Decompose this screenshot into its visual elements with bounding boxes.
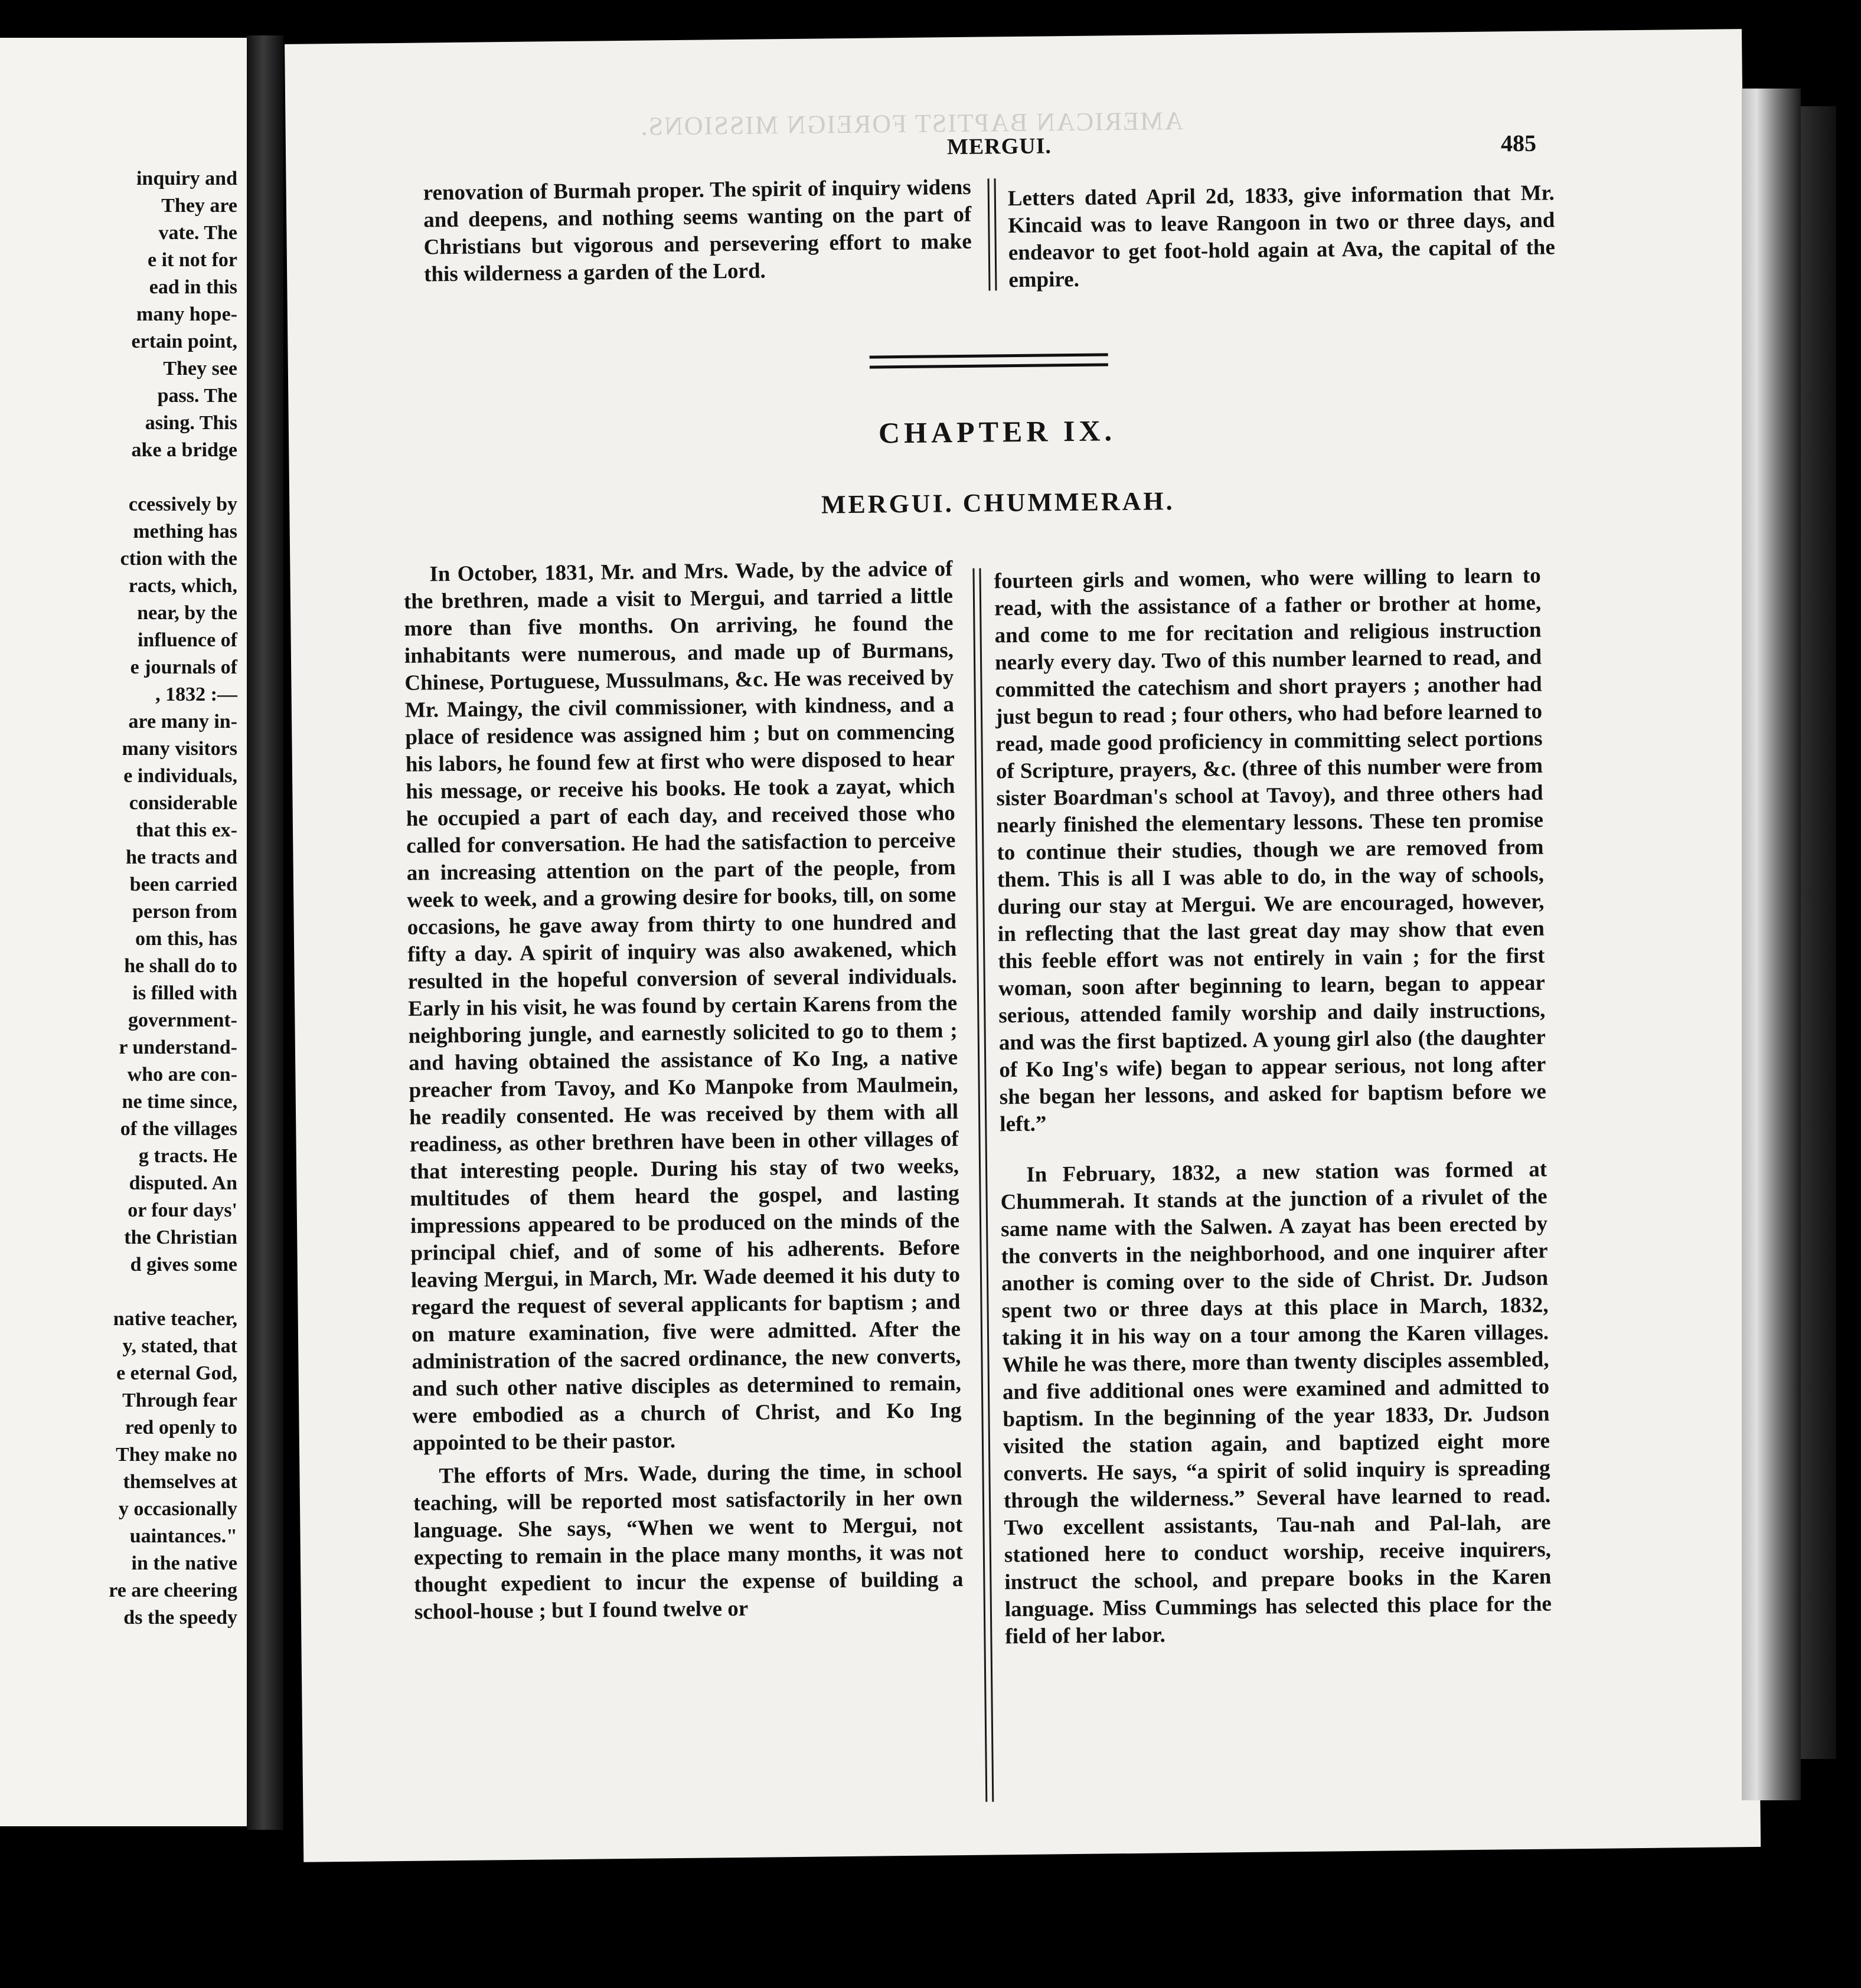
facing-page-line [0,1279,242,1306]
body-right-paragraph-1: fourteen girls and women, who were willing to learn to read, with the assistance of a father or brother at home, and come to me for recitation and religious instruction nearly every day. Two of this number learned to read, and committed the catechism and short prayers ; another had just begun to read ; four others, who had before learned to read, made good proficiency in committing select portions of Scripture, prayers, &c. (three of this number were from sister Boardman's school at Tavoy), and three others had nearly finished the elementary lessons. These ten promise to continue their studies, though we are removed from them. This is all I was able to do, in the way of schools, during our stay at Mergui. We are encouraged, however, in reflecting that the last great day may show that even this feeble effort was not entirely in vain ; for the first woman, soon after beginning to learn, began to appear serious, attended family worship and daily instructions, and was the first baptized. A young girl also (the daughter of Ko Ing's wife) began to appear serious, not long after she began her lessons, and asked for baptism before we left.” [994,563,1546,1137]
chapter-divider-rule [870,353,1108,368]
facing-page-line: e individuals, [123,765,237,787]
facing-page-line: themselves at [123,1471,237,1493]
facing-page-line: in the native [131,1552,237,1574]
main-page [285,29,1761,1862]
facing-page-text [0,165,242,1631]
top-left-paragraph: renovation of Burmah proper. The spirit of inquiry widens and deepens, and nothing seems wanting on the part of Christians but vigorous and persevering effort to make this wilderness a garden of the Lord. [423,175,972,287]
facing-page-line: d gives some [130,1254,237,1276]
facing-page-line: that this ex- [136,819,237,841]
facing-page-line: om this, has [135,928,237,950]
facing-page-line: y occasionally [118,1498,237,1520]
facing-page-line [0,464,242,491]
facing-page-line: ction with the [120,548,237,570]
facing-page-line: the Christian [124,1227,237,1248]
facing-page-line: person from [132,901,237,923]
running-head: MERGUI. [946,133,1052,160]
facing-page-line: g tracts. He [138,1145,237,1167]
facing-page-line: ccessively by [128,493,237,515]
facing-page-line: he tracts and [126,846,237,868]
facing-page-line: ne time since, [122,1091,237,1113]
bleed-through-heading: AMERICAN BAPTIST FOREIGN MISSIONS. [639,106,1184,141]
facing-page-line: e eternal God, [116,1362,237,1384]
top-right-column [1008,179,1556,294]
facing-page-line: many visitors [122,738,237,760]
facing-page-line: mething has [133,521,237,542]
facing-page-line: They are [161,195,237,217]
top-right-paragraph: Letters dated April 2d, 1833, give information that Mr. Kincaid was to leave Rangoon in two or three days, and endeavor to get foot-hold again at Ava, the capital of the empire. [1007,181,1556,293]
facing-page-line: They make no [116,1444,237,1466]
facing-page-line: is filled with [132,982,237,1004]
body-right-paragraph-2: In February, 1832, a new station was formed at Chummerah. It stands at the junction of a rivulet of the same name with the Salwen. A zayat has been erected by the converts in the neighborhood, and one inquirer after another is coming over to the side of Christ. Dr. Judson spent two or three days at this place in March, 1832, taking it in his way on a tour among the Karen villages. While he was there, more than twenty disciples assembled, and five additional ones were examined and admitted to baptism. In the beginning of the year 1833, Dr. Judson visited the station again, and baptized eight more converts. He says, “a spirit of solid inquiry is spreading through the wilderness.” Several have learned to read. Two excellent assistants, Tau-nah and Pal-lah, are stationed here to conduct worship, receive inquirers, instruct the school, and prepare books in the Karen language. Miss Cummings has selected this place for the field of her labor. [1000,1157,1552,1649]
facing-page-line: influence of [137,629,237,651]
facing-page-line: y, stated, that [122,1335,237,1357]
facing-page-line: are many in- [128,711,237,733]
facing-page-line: been carried [129,874,237,895]
facing-page [0,38,247,1826]
facing-page-line: uaintances." [129,1525,237,1547]
facing-page-line: e it not for [147,249,237,271]
facing-page-line: considerable [129,792,237,814]
facing-page-line: ake a bridge [131,439,237,461]
facing-page-line: racts, which, [128,575,237,597]
page-number: 485 [1500,129,1537,157]
facing-page-line: Through fear [122,1389,237,1411]
facing-page-line: many hope- [136,303,237,325]
book-gutter [247,35,283,1830]
facing-page-line: pass. The [157,385,237,407]
facing-page-line: asing. This [145,412,237,434]
body-left-paragraph-2: The efforts of Mrs. Wade, during the time, in school teaching, will be reported most satisfactorily in her own language. She says, “When we went to Mergui, not expecting to remain in the place many months, it was not thought expedient to incur the expense of building a school-house ; but I found twelve or [413,1459,964,1624]
facing-page-line: red openly to [125,1417,237,1438]
column-rule-body [972,568,994,1802]
facing-page-line: They see [163,358,237,380]
top-left-column [423,174,972,289]
facing-page-line: near, by the [137,602,237,624]
chapter-subtitle: MERGUI. CHUMMERAH. [821,486,1175,519]
facing-page-line: ead in this [149,276,237,298]
facing-page-line: inquiry and [136,168,237,189]
body-right-column [994,563,1552,1651]
facing-page-line: native teacher, [113,1308,237,1330]
column-rule-top [988,178,997,290]
facing-page-line: government- [128,1009,237,1031]
body-left-paragraph-1: In October, 1831, Mr. and Mrs. Wade, by the advice of the brethren, made a visit to Mergui, and tarried a little more than five months. On arriving, he found the inhabitants were numerous, and made up of Burmans, Chinese, Portuguese, Mussulmans, &c. He was received by Mr. Maingy, the civil commissioner, with kindness, and a place of residence was assigned him ; but on commencing his labors, he found few at first who were disposed to hear his message, or receive his books. He took a zayat, which he occupied a part of each day, and received those who called for conversation. He had the satisfaction to perceive an increasing attention on the part of the people, from week to week, and a growing desire for books, till, on some occasions, he gave away from thirty to one hundred and fifty a day. A spirit of inquiry was also awakened, which resulted in the hopeful conversion of several individuals. Early in his visit, he was found by certain Karens from the neighboring jungle, and earnestly solicited to go to them ; and having obtained the assistance of Ko Ing, a native preacher from Tavoy, and Ko Manpoke from Maulmein, he readily consented. He was received by them with all readiness, as other brethren have been in other villages of that interesting people. During his stay of two weeks, multitudes of them heard the gospel, and lasting impressions appeared to be produced on the minds of the principal chief, and of some of his adherents. Before leaving Mergui, in March, Mr. Wade deemed it his duty to regard the request of several applicants for baptism ; and on mature examination, five were admitted. After the administration of the sacred ordinance, the new converts, and such other native disciples as determined to remain, were embodied as a church of Christ, and Ko Ing appointed to be their pastor. [403,557,962,1456]
chapter-title: CHAPTER IX. [878,414,1116,450]
facing-page-line: ds the speedy [123,1607,237,1629]
facing-page-line: disputed. An [129,1172,237,1194]
facing-page-line: of the villages [120,1118,237,1140]
facing-page-line: vate. The [158,222,237,244]
page-stack-edge [1742,89,1801,1800]
book-cover-edge [1801,106,1836,1759]
facing-page-line: or four days' [128,1199,237,1221]
facing-page-line: ertain point, [131,331,237,352]
facing-page-line: he shall do to [124,955,237,977]
facing-page-line: r understand- [119,1036,237,1058]
facing-page-line: re are cheering [109,1580,237,1601]
facing-page-line: who are con- [127,1064,237,1085]
body-left-column [403,555,964,1626]
facing-page-line: e journals of [130,656,237,678]
facing-page-line: , 1832 :— [155,684,237,705]
